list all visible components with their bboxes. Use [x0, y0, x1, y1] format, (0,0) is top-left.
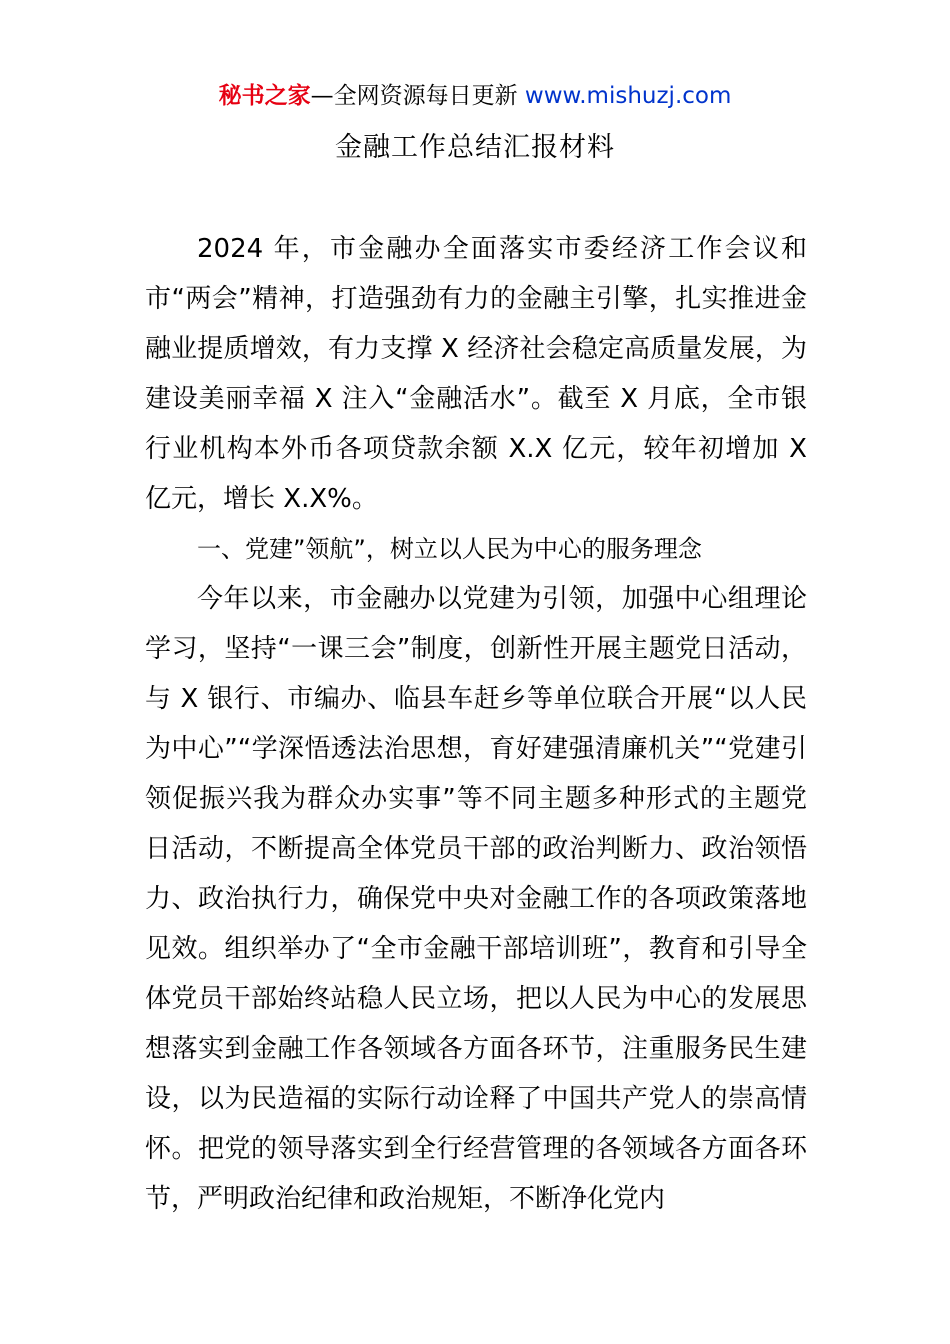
document-body	[145, 224, 807, 1224]
site-tagline: —全网资源每日更新	[310, 83, 525, 109]
document-title: 金融工作总结汇报材料	[335, 132, 615, 163]
site-url-link[interactable]: www.mishuzj.com	[524, 83, 732, 109]
paragraph-section-1: 今年以来，市金融办以党建为引领，加强中心组理论学习，坚持“一课三会”制度，创新性开展主题党日活动，与 X 银行、市编办、临县车赶乡等单位联合开展“以人民为中心”“学深悟透法治思想，育好建强清廉机关”“党建引领促振兴我为群众办实事”等不同主题多种形式的主题党日活动，不断提高全体党员干部的政治判断力、政治领悟力、政治执行力，确保党中央对金融工作的各项政策落地见效。组织举办了“全市金融干部培训班”，教育和引导全体党员干部始终站稳人民立场，把以人民为中心的发展思想落实到金融工作各领域各方面各环节，注重服务民生建设，以为民造福的实际行动诠释了中国共产党人的崇高情怀。把党的领导落实到全行经营管理的各领域各方面各环节，严明政治纪律和政治规矩，不断净化党内	[145, 584, 807, 1214]
paragraph-intro: 2024 年，市金融办全面落实市委经济工作会议和市“两会”精神，打造强劲有力的金融主引擎，扎实推进金融业提质增效，有力支撑 X 经济社会稳定高质量发展，为建设美丽幸福 X 注入“金融活水”。截至 X 月底，全市银行业机构本外币各项贷款余额 X.X 亿元，较年初增加 X 亿元，增长 X.X%。	[145, 234, 807, 514]
section-heading-1: 一、党建”领航”，树立以人民为中心的服务理念	[197, 535, 702, 563]
site-brand: 秘书之家	[218, 83, 311, 109]
site-header	[0, 78, 950, 114]
